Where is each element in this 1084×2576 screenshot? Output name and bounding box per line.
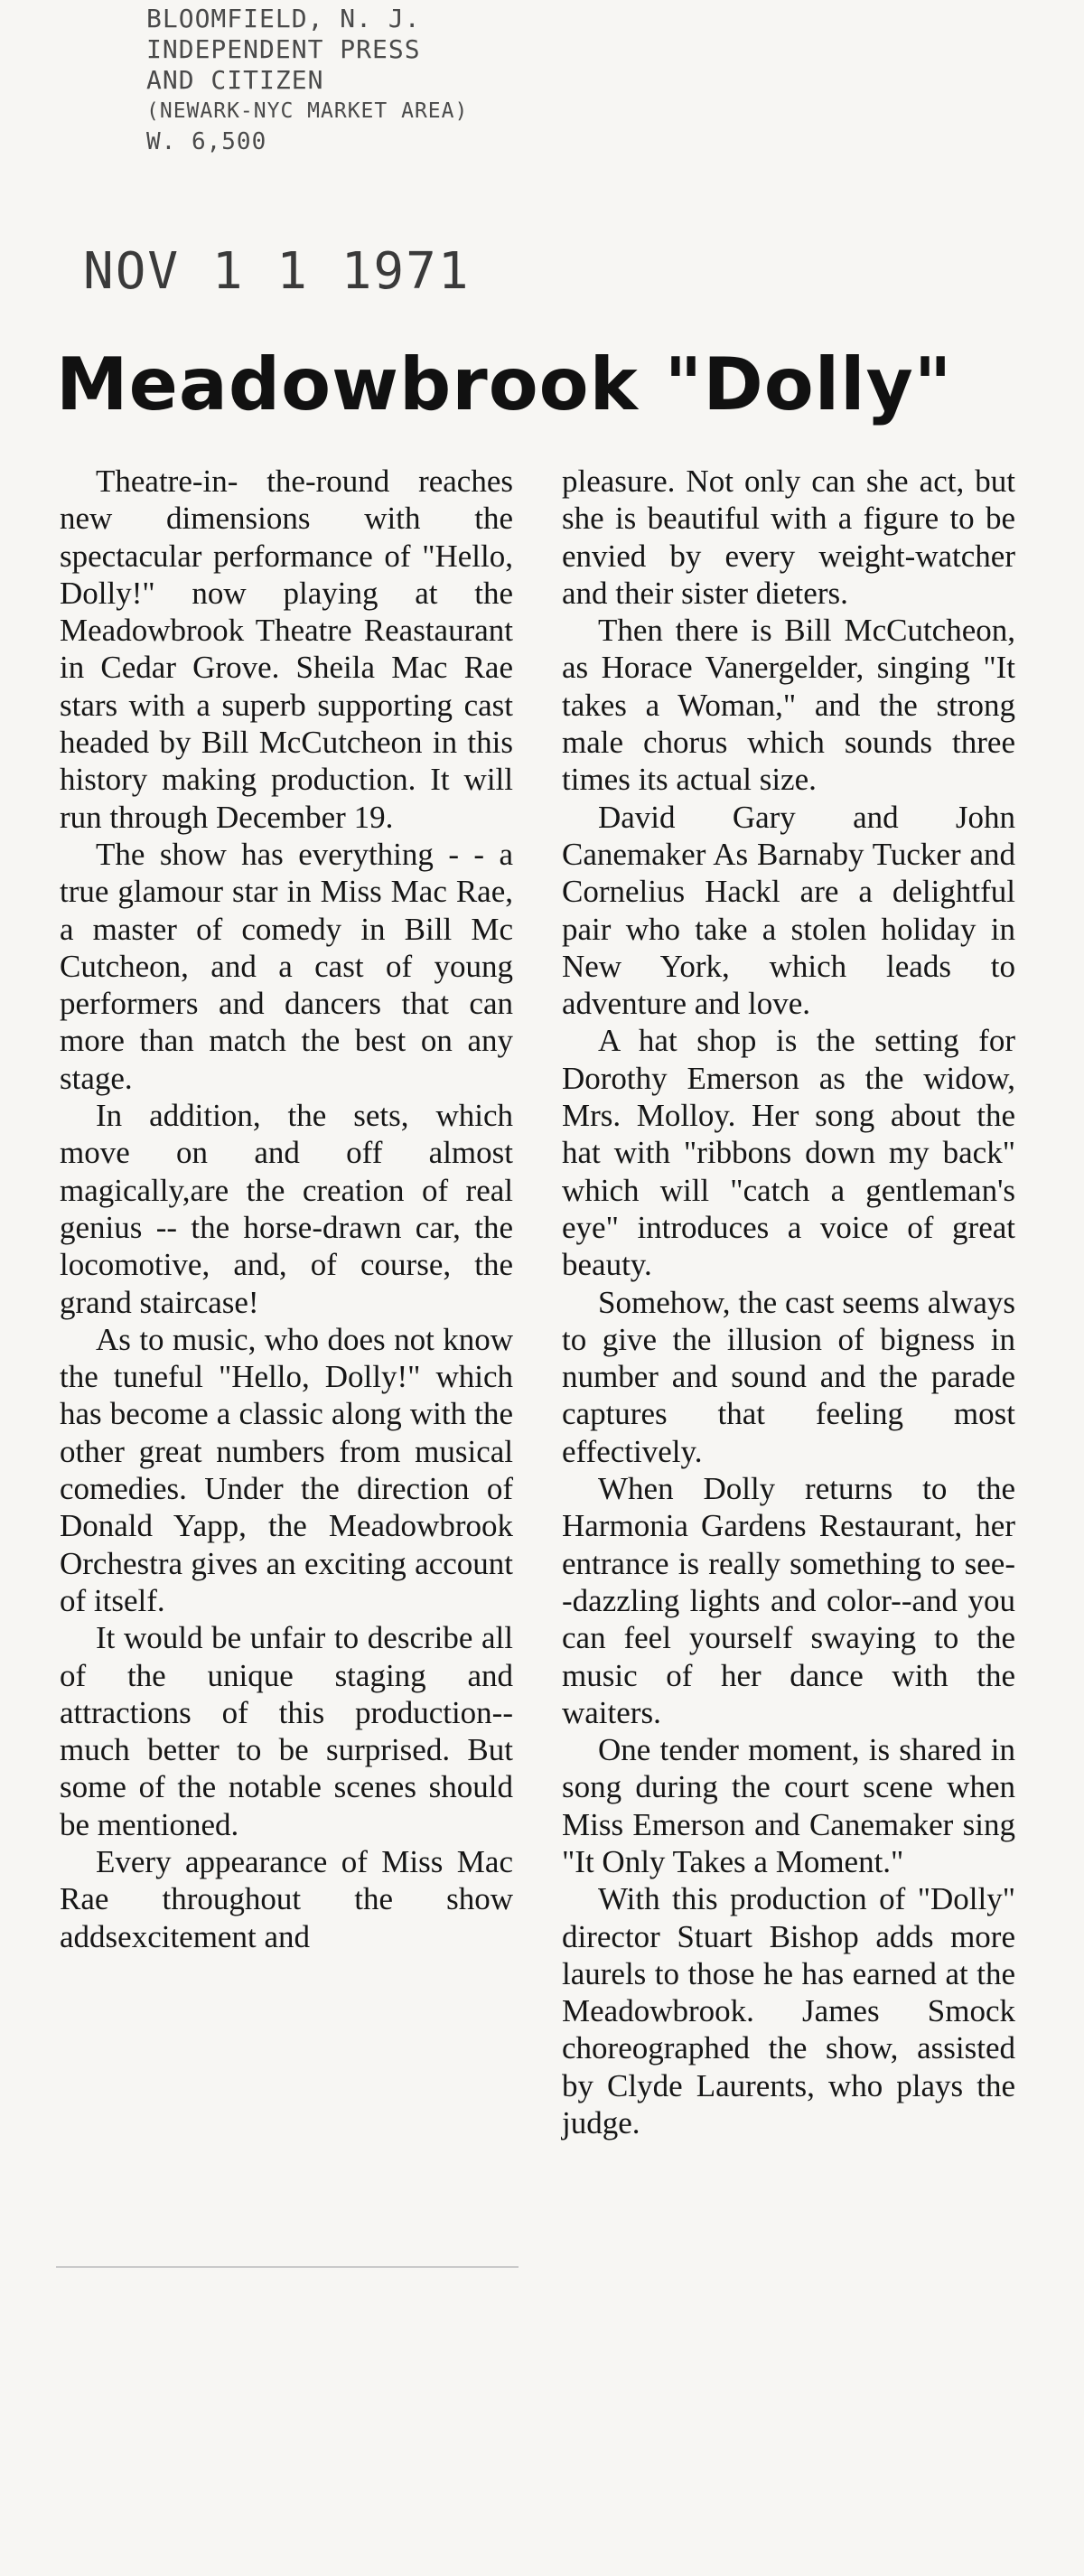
stamp-line: (NEWARK-NYC MARKET AREA) xyxy=(146,99,469,123)
article-paragraph: When Dolly returns to the Harmonia Gardens Restaurant, her entrance is really something to see--dazzling lights and color--and you can feel yourself swaying to the music of her dance with the waiters. xyxy=(562,1471,1015,1730)
article-paragraph: David Gary and John Canemaker As Barnaby Tucker and Cornelius Hackl are a delightful pair who take a stolen holiday in New York, which leads to adventure and love. xyxy=(562,799,1015,1022)
article-paragraph: It would be unfair to describe all of the unique staging and attractions of this production-- much better to be surprised. But some of the notable scenes should be mentioned. xyxy=(60,1620,513,1842)
article-paragraph: pleasure. Not only can she act, but she is beautiful with a figure to be envied by every weight-watcher and their sister dieters. xyxy=(562,464,1015,611)
article-column-left xyxy=(60,463,513,1955)
stamp-line: BLOOMFIELD, N. J. xyxy=(146,4,421,33)
article-paragraph: A hat shop is the setting for Dorothy Emerson as the widow, Mrs. Molloy. Her song about the hat with "ribbons down my back" which will "catch a gentleman's eye" introduces a voice of great beauty. xyxy=(562,1023,1015,1283)
article-paragraph: In addition, the sets, which move on and off almost magically,are the creation of real genius -- the horse-drawn car, the locomotive, and, of course, the grand staircase! xyxy=(60,1098,513,1320)
article-paragraph: As to music, who does not know the tuneful "Hello, Dolly!" which has become a classic along with the other great numbers from musical comedies. Under the direction of Donald Yapp, the Meadowbrook Orchestra gives an exciting account of itself. xyxy=(60,1321,513,1618)
article-headline: Meadowbrook "Dolly" xyxy=(56,342,953,426)
stamp-line: W. 6,500 xyxy=(146,128,267,155)
article-paragraph: One tender moment, is shared in song during the court scene when Miss Emerson and Canemaker sing "It Only Takes a Moment." xyxy=(562,1732,1015,1879)
article-column-right xyxy=(562,463,1015,2141)
stamp-line: INDEPENDENT PRESS xyxy=(146,34,421,64)
article-paragraph: The show has everything - - a true glamour star in Miss Mac Rae, a master of comedy in Bill Mc Cutcheon, and a cast of young performers and dancers that can more than match the best on any stage. xyxy=(60,836,513,1096)
article-paragraph: Somehow, the cast seems always to give the illusion of bigness in number and sound and the parade captures that feeling most effectively. xyxy=(562,1284,1015,1469)
stamp-line: AND CITIZEN xyxy=(146,65,324,95)
clipping-source-stamp xyxy=(146,4,544,157)
article-paragraph: Theatre-in- the-round reaches new dimensions with the spectacular performance of "Hello, Dolly!" now playing at the Meadowbrook Theatre Reastaurant in Cedar Grove. Sheila Mac Rae stars with a superb supporting cast headed by Bill McCutcheon in this history making production. It will run through December 19. xyxy=(60,464,513,835)
column-end-rule xyxy=(56,2266,519,2268)
article-paragraph: Every appearance of Miss Mac Rae throughout the show addsexcitement and xyxy=(60,1843,513,1954)
date-stamp: NOV 1 1 1971 xyxy=(83,242,471,301)
article-paragraph: Then there is Bill McCutcheon, as Horace Vanergelder, singing "It takes a Woman," and the strong male chorus which sounds three times its actual size. xyxy=(562,613,1015,798)
article-paragraph: With this production of "Dolly" director Stuart Bishop adds more laurels to those he has earned at the Meadowbrook. James Smock choreographed the show, assisted by Clyde Laurents, who plays the judge. xyxy=(562,1881,1015,2141)
